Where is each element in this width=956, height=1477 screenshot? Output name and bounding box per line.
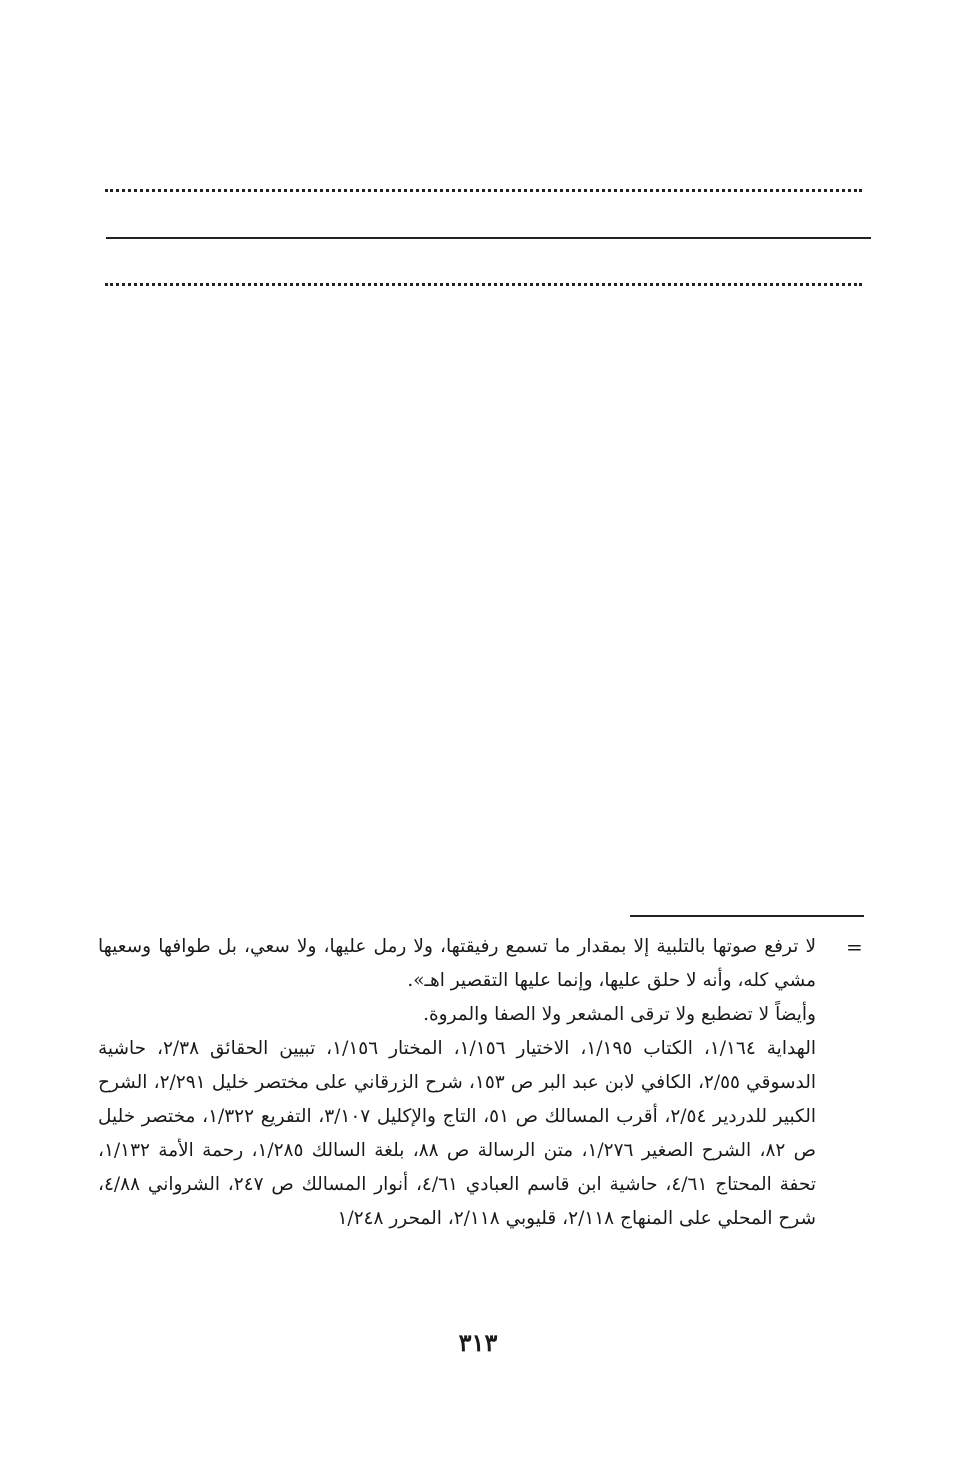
footnote-block	[98, 930, 816, 1236]
footnote-continuation-mark: =	[846, 935, 863, 959]
dotted-separator-top	[105, 189, 862, 192]
footnote-paragraph: لا ترفع صوتها بالتلبية إلا بمقدار ما تسمع رفيقتها، ولا رمل عليها، ولا سعي، بل طوافها وسعيها مشي كله، وأنه لا حلق عليها، وإنما عليها التقصير اهـ».	[98, 936, 816, 991]
footnote-references: الهداية ١/١٦٤، الكتاب ١/١٩٥، الاختيار ١/١٥٦، المختار ١/١٥٦، تبيين الحقائق ٢/٣٨، حاشية الدسوقي ٢/٥٥، الكافي لابن عبد البر ص ١٥٣، شرح الزرقاني على مختصر خليل ٢/٢٩١، الشرح الكبير للدردير ٢/٥٤، أقرب المسالك ص ٥١، التاج والإكليل ٣/١٠٧، التفريع ١/٣٢٢، مختصر خليل ص ٨٢، الشرح الصغير ١/٢٧٦، متن الرسالة ص ٨٨، بلغة السالك ١/٢٨٥، رحمة الأمة ١/١٣٢، تحفة المحتاج ٤/٦١، حاشية ابن قاسم العبادي ٤/٦١، أنوار المسالك ص ٢٤٧، الشرواني ٤/٨٨، شرح المحلي على المنهاج ٢/١١٨، قليوبي ٢/١١٨، المحرر ١/٢٤٨	[98, 1038, 817, 1229]
footnote-rule	[630, 915, 864, 917]
dotted-separator-bottom	[105, 283, 862, 286]
horizontal-rule	[106, 237, 871, 239]
page-number: ٣١٣	[458, 1328, 498, 1357]
footnote-paragraph: وأيضاً لا تضطبع ولا ترقى المشعر ولا الصفا والمروة.	[423, 1004, 816, 1025]
